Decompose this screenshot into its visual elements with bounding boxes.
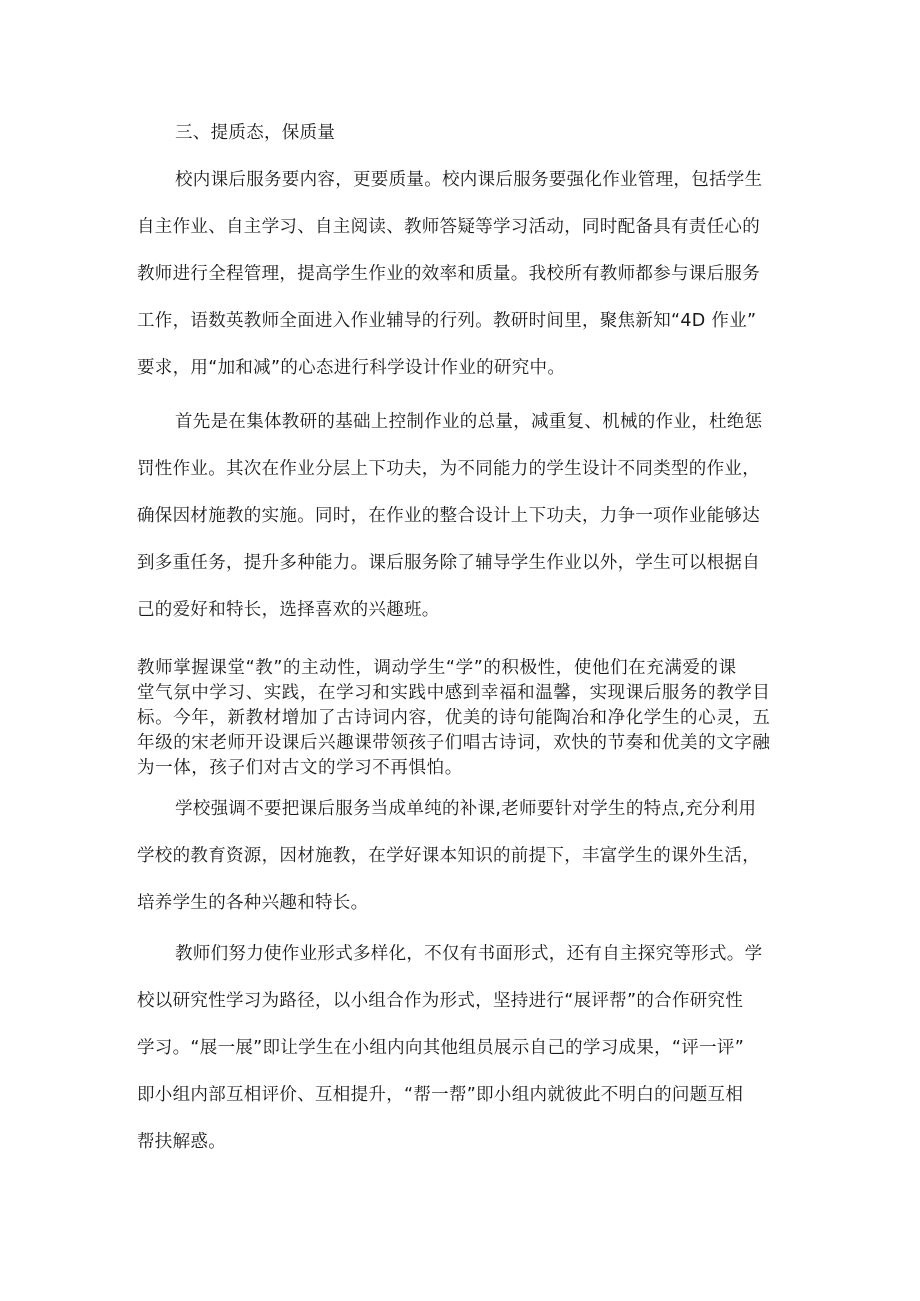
paragraph-line: 罚性作业。其次在作业分层上下功夫，为不同能力的学生设计不同类型的作业， — [137, 459, 760, 479]
heading-text: 三、提质态，保质量 — [175, 123, 336, 143]
paragraph-4 — [137, 786, 797, 927]
paragraph-line: 要求，用“加和减”的心态进行科学设计作业的研究中。 — [137, 358, 566, 378]
paragraph-line: 己的爱好和特长，选择喜欢的兴趣班。 — [137, 600, 440, 620]
paragraph-line: 教师进行全程管理，提高学生作业的效率和质量。我校所有教师都参与课后服务 — [137, 264, 760, 284]
paragraph-line: 培养学生的各种兴趣和特长。 — [137, 893, 369, 913]
paragraph-3 — [137, 656, 797, 781]
paragraph-line: 标。今年，新教材增加了古诗词内容，优美的诗句能陶冶和净化学生的心灵，五 — [137, 708, 771, 728]
section-heading — [137, 110, 797, 157]
paragraph-line: 校内课后服务要内容，更要质量。校内课后服务要强化作业管理，包括学生 — [175, 170, 763, 190]
paragraph-line: 学校的教育资源，因材施教，在学好课本知识的前提下，丰富学生的课外生活， — [137, 846, 760, 866]
paragraph-line: 堂气氛中学习、实践，在学习和实践中感到幸福和温馨，实现课后服务的教学目 — [137, 683, 771, 703]
paragraph-line: 工作，语数英教师全面进入作业辅导的行列。教研时间里，聚焦新知“4D 作业” — [137, 311, 757, 331]
paragraph-5 — [137, 931, 797, 1166]
paragraph-line: 年级的宋老师开设课后兴趣课带领孩子们唱古诗词，欢快的节奏和优美的文字融 — [137, 733, 771, 753]
paragraph-line: 校以研究性学习为路径，以小组合作为形式，坚持进行“展评帮”的合作研究性 — [137, 991, 744, 1011]
paragraph-line: 确保因材施教的实施。同时，在作业的整合设计上下功夫，力争一项作业能够达 — [137, 506, 760, 526]
paragraph-2 — [137, 399, 797, 634]
paragraph-line: 到多重任务，提升多种能力。课后服务除了辅导学生作业以外，学生可以根据自 — [137, 553, 760, 573]
paragraph-line: 即小组内部互相评价、互相提升，“帮一帮”即小组内就彼此不明白的问题互相 — [137, 1085, 744, 1105]
paragraph-line: 为一体，孩子们对古文的学习不再惧怕。 — [137, 758, 463, 778]
paragraph-line: 帮扶解惑。 — [137, 1132, 226, 1152]
paragraph-line: 学校强调不要把课后服务当成单纯的补课,老师要针对学生的特点,充分利用 — [175, 799, 757, 819]
paragraph-line: 教师们努力使作业形式多样化，不仅有书面形式，还有自主探究等形式。学 — [175, 944, 763, 964]
paragraph-1 — [137, 157, 797, 392]
paragraph-line: 自主作业、自主学习、自主阅读、教师答疑等学习活动，同时配备具有责任心的 — [137, 217, 760, 237]
paragraph-line: 教师掌握课堂“教”的主动性，调动学生“学”的积极性，使他们在充满爱的课 — [137, 658, 737, 678]
paragraph-line: 首先是在集体教研的基础上控制作业的总量，减重复、机械的作业，杜绝惩 — [175, 412, 763, 432]
paragraph-line: 学习。“展一展”即让学生在小组内向其他组员展示自己的学习成果，“评一评” — [137, 1038, 745, 1058]
